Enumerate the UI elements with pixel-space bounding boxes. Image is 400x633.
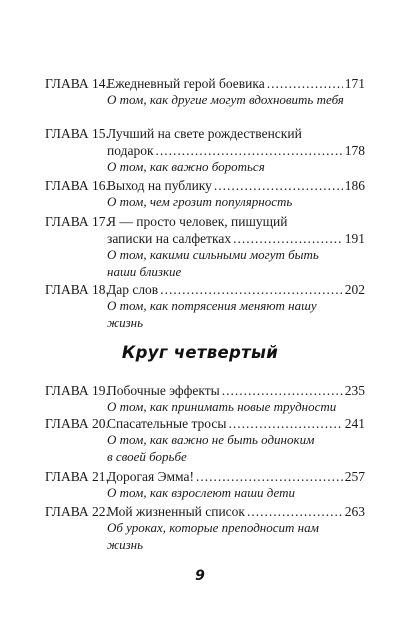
leader-dots — [160, 281, 343, 298]
chapter-title: Я — просто человек, пишущий — [107, 214, 288, 229]
leader-dots — [233, 230, 343, 247]
page-number-ref: 241 — [344, 416, 365, 431]
chapter-subtitle: О том, как принимать новые трудности — [107, 399, 337, 414]
chapter-title-line — [107, 142, 365, 159]
chapter-title: Лучший на свете рождественский — [107, 126, 302, 141]
chapter-label: ГЛАВА 15. — [45, 126, 109, 141]
chapter-label: ГЛАВА 21. — [45, 469, 109, 484]
page-number-ref: 186 — [344, 178, 365, 193]
leader-dots — [156, 142, 343, 159]
chapter-title-end: подарок — [107, 143, 154, 158]
chapter-subtitle: О том, как важно не быть одиноким — [107, 432, 315, 447]
chapter-subtitle-cont: жизнь — [107, 314, 144, 330]
leader-dots — [267, 75, 343, 92]
chapter-title-line — [107, 382, 365, 399]
page-number-ref: 257 — [344, 469, 365, 484]
chapter-label: ГЛАВА 17. — [45, 214, 109, 229]
page-number-ref: 235 — [344, 383, 365, 398]
leader-dots — [247, 503, 343, 520]
chapter-subtitle: О том, как взрослеют наши дети — [107, 485, 296, 500]
chapter-subtitle-cont: в своей борьбе — [107, 448, 187, 464]
chapter-title-line — [107, 281, 365, 298]
chapter-subtitle-cont: жизнь — [107, 536, 144, 552]
chapter-title: Ежедневный герой боевика — [107, 76, 265, 91]
chapter-title: Побочные эффекты — [107, 383, 220, 398]
chapter-subtitle-cont: наши близкие — [107, 263, 182, 279]
leader-dots — [228, 415, 342, 432]
page-number-ref: 191 — [344, 231, 365, 246]
chapter-label: ГЛАВА 18. — [45, 282, 109, 297]
chapter-title: Спасательные тросы — [107, 416, 227, 431]
page-number-ref: 202 — [344, 282, 365, 297]
chapter-subtitle: О том, как другие могут вдохновить тебя — [107, 92, 344, 107]
chapter-title-line — [107, 177, 365, 194]
chapter-label: ГЛАВА 19. — [45, 383, 109, 398]
chapter-label: ГЛАВА 14. — [45, 76, 109, 91]
chapter-title-line — [107, 230, 365, 247]
leader-dots — [222, 382, 343, 399]
page-number-ref: 263 — [344, 504, 365, 519]
leader-dots — [214, 177, 343, 194]
chapter-title: Дар слов — [107, 282, 159, 297]
chapter-subtitle: О том, какими сильными могут быть — [107, 247, 319, 262]
chapter-title-end: записки на салфетках — [107, 231, 232, 246]
chapter-label: ГЛАВА 22. — [45, 504, 109, 519]
chapter-subtitle: О том, как важно бороться — [107, 159, 265, 174]
chapter-title: Выход на публику — [107, 178, 212, 193]
section-heading: Круг четвертый — [121, 343, 279, 362]
chapter-subtitle: О том, как потрясения меняют нашу — [107, 298, 317, 313]
chapter-subtitle: Об уроках, которые преподносит нам — [107, 520, 319, 535]
leader-dots — [196, 468, 343, 485]
chapter-label: ГЛАВА 20. — [45, 416, 109, 431]
chapter-title: Дорогая Эмма! — [107, 469, 194, 484]
page-number-ref: 171 — [344, 76, 365, 91]
chapter-subtitle: О том, чем грозит популярность — [107, 194, 293, 209]
chapter-title-line — [107, 468, 365, 485]
chapter-title-line — [107, 415, 365, 432]
page-number-ref: 178 — [344, 143, 365, 158]
chapter-title-line — [107, 503, 365, 520]
page-number: 9 — [195, 568, 205, 584]
chapter-label: ГЛАВА 16. — [45, 178, 109, 193]
chapter-title-line — [107, 75, 365, 92]
chapter-title: Мой жизненный список — [107, 504, 245, 519]
